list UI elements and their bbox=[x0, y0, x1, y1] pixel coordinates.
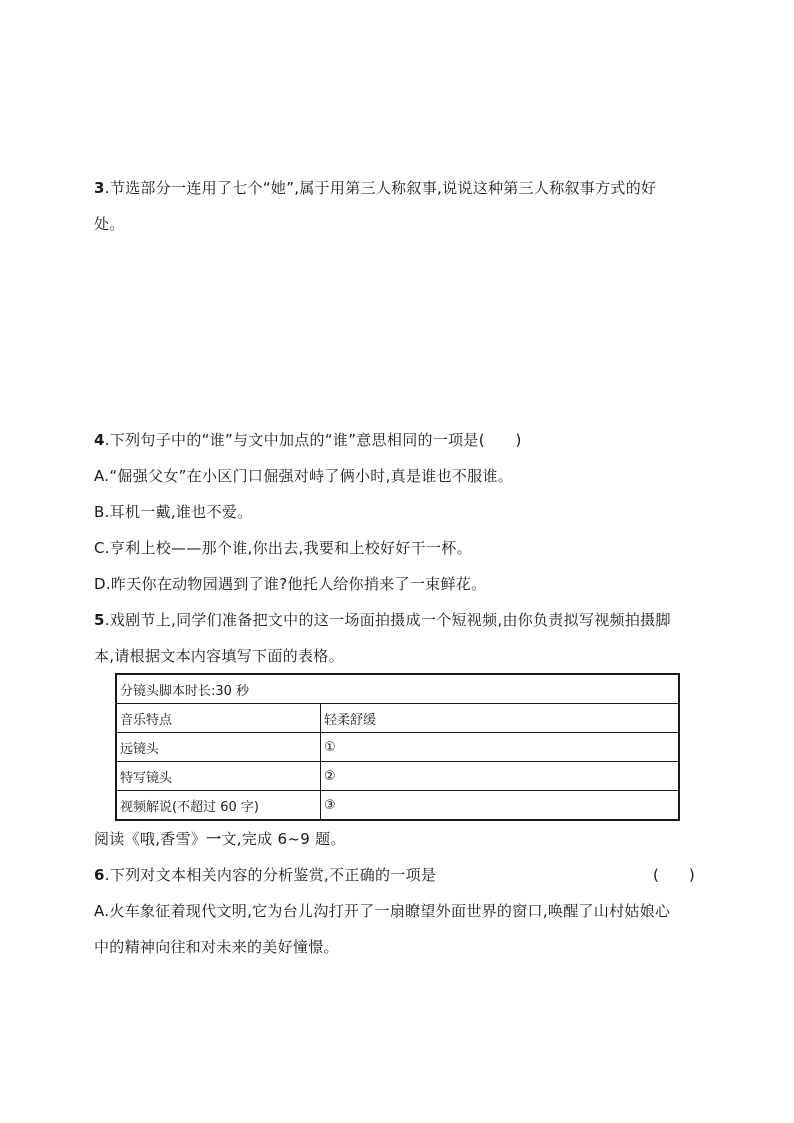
q6-answer-paren: ( ) bbox=[653, 866, 695, 884]
table-row bbox=[116, 704, 679, 733]
q3-line1 bbox=[94, 177, 656, 198]
q5-number: 5 bbox=[94, 611, 105, 629]
q5-line2: 本,请根据文本内容填写下面的表格。 bbox=[94, 647, 344, 665]
q5-line1 bbox=[94, 609, 671, 630]
reading-bold: 一 bbox=[206, 830, 222, 848]
q4-option-a: A.“倔强父女”在小区门口倔强对峙了俩小时,真是谁也不服谁。 bbox=[94, 467, 514, 485]
table-row bbox=[116, 733, 679, 762]
q4-stem bbox=[94, 429, 522, 450]
q4-stem-text: .下列句子中的“谁”与文中加点的“谁”意思相同的一项是( ) bbox=[104, 431, 522, 449]
q3-text-1: .节选部分一连用了七个“她”,属于用第三人称叙事,说说这种第三人称叙事方式的好 bbox=[104, 179, 657, 197]
table-cell-label: 远镜头 bbox=[116, 733, 321, 762]
q4-option-d: D.昨天你在动物园遇到了谁?他托人给你捎来了一束鲜花。 bbox=[94, 575, 487, 593]
table-header-cell: 分镜头脚本时长:30 秒 bbox=[116, 674, 679, 704]
q6-stem-text: .下列对文本相关内容的分析鉴赏,不正确的一项是 bbox=[104, 866, 437, 884]
q5-text-1: .戏剧节上,同学们准备把文中的这一场面拍摄成一个短视频,由你负责拟写视频拍摄脚 bbox=[104, 611, 671, 629]
q4-option-b: B.耳机一戴,谁也不爱。 bbox=[94, 503, 253, 521]
reading-prefix: 阅读《哦,香雪》 bbox=[94, 830, 207, 848]
table-row bbox=[116, 791, 679, 821]
table-cell-label: 特写镜头 bbox=[116, 762, 321, 791]
table-cell-value[interactable]: ② bbox=[321, 762, 680, 791]
q6-number: 6 bbox=[94, 866, 105, 884]
q6-option-a-line1: A.火车象征着现代文明,它为台儿沟打开了一扇瞭望外面世界的窗口,唤醒了山村姑娘心 bbox=[94, 902, 671, 920]
table-cell-value[interactable]: ③ bbox=[321, 791, 680, 821]
table-cell-value[interactable]: ① bbox=[321, 733, 680, 762]
table-cell-value: 轻柔舒缓 bbox=[321, 704, 680, 733]
table-cell-label: 视频解说(不超过 60 字) bbox=[116, 791, 321, 821]
q4-option-c: C.亨利上校——那个谁,你出去,我要和上校好好干一杯。 bbox=[94, 539, 472, 557]
q4-number: 4 bbox=[94, 431, 105, 449]
table-row bbox=[116, 762, 679, 791]
q3-line2: 处。 bbox=[94, 215, 125, 233]
table-header-row bbox=[116, 674, 679, 704]
q6-stem bbox=[94, 864, 436, 885]
q6-option-a-line2: 中的精神向往和对未来的美好憧憬。 bbox=[94, 938, 339, 956]
reading-suffix: 文,完成 6~9 题。 bbox=[221, 830, 346, 848]
table-cell-label: 音乐特点 bbox=[116, 704, 321, 733]
reading-instruction bbox=[94, 828, 346, 849]
storyboard-table bbox=[115, 673, 680, 821]
q3-number: 3 bbox=[94, 179, 105, 197]
